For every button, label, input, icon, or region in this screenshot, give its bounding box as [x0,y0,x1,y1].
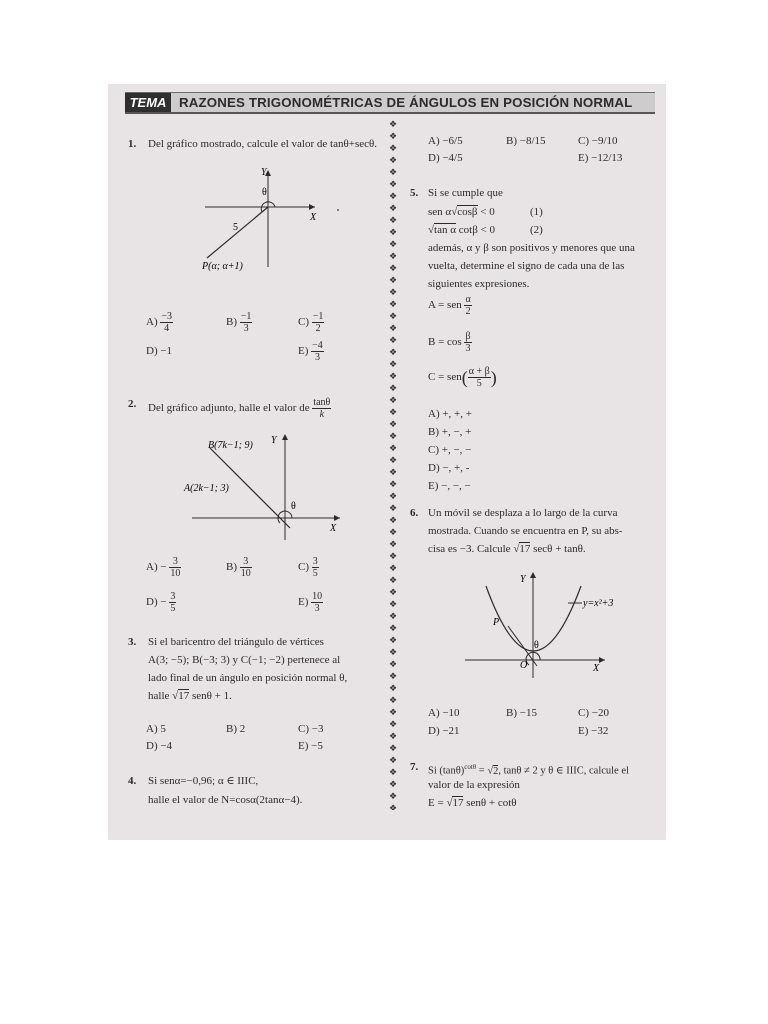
p2-option-e: E) $\frac{10}{3}$ [298,591,323,614]
problem-5-condition-1: sen α√cosβ < 0 [428,206,495,218]
p4-option-e: E) −12/13 [578,152,623,164]
problem-3-number: 3. [128,636,137,648]
p1-option-a: A) $\frac{-3}{4}$ [146,311,172,334]
p6-curve-label: y=x²+3 [583,598,614,609]
problem-2-text: Del gráfico adjunto, halle el valor de $\frac{\tan\theta}{k}$ [148,397,331,420]
problem-4-line-1: Si senα=−0,96; α ∈ IIIC, [148,775,259,787]
p2-option-b: B) $\frac{3}{10}$ [226,556,251,579]
p2-x-label: X [330,523,337,534]
p6-option-c: C) −20 [578,707,609,719]
p6-x-label: X [593,663,600,674]
p3-option-c: C) −3 [298,723,324,735]
p2-option-d: D) − $\frac{3}{5}$ [146,591,176,614]
p6-origin-label: O [520,660,528,671]
problem-3-line-2: A(3; −5); B(−3; 3) y C(−1; −2) pertenece al [148,654,341,666]
p4-option-a: A) −6/5 [428,135,463,147]
problem-6-line-3: cisa es −3. Calcule √17 secθ + tanθ. [428,543,586,555]
p4-option-b: B) −8/15 [506,135,546,147]
p3-option-b: B) 2 [226,723,246,735]
expression-c: C = sen( $\frac{\alpha + \beta}{5}$ ) [428,366,497,389]
p6-option-a: A) −10 [428,707,460,719]
problem-5-number: 5. [410,187,419,199]
p1-option-e: E) $\frac{-4}{3}$ [298,340,323,363]
p5-option-b: B) +, −, + [428,426,472,438]
problem-3-line-3: lado final de un ángulo en posición normal θ, [148,672,348,684]
p2-option-a: A) − $\frac{3}{10}$ [146,556,181,579]
expression-b: B = cos $\frac{\beta}{3}$ [428,331,471,354]
topic-header [125,92,655,114]
p5-option-e: E) −, −, − [428,480,471,492]
p1-x-label: X [310,212,317,223]
p5-option-c: C) +, −, − [428,444,472,456]
p1-option-c: C) $\frac{-1}{2}$ [298,311,324,334]
problem-2-graph [180,432,350,542]
p1-length-label: 5 [233,222,238,233]
topic-tag: TEMA [125,93,171,112]
problem-5-line-2: además, α y β son positivos y menores que una [428,242,635,254]
p5-option-d: D) −, +, - [428,462,470,474]
column-divider: ❖ ❖ ❖ ❖ ❖ ❖ ❖ ❖ ❖ ❖ ❖ ❖ ❖ ❖ ❖ ❖ ❖ ❖ ❖ ❖ ❖ ❖ ❖ ❖ ❖ ❖ ❖ ❖ ❖ ❖ ❖ ❖ ❖ ❖ ❖ ❖ ❖ ❖ ❖ ❖ ❖ ❖ ❖ ❖ ❖ ❖ ❖ ❖ ❖ ❖ ❖ ❖ ❖ ❖ ❖ ❖ ❖ ❖ [388,119,398,810]
p1-y-label: Y [261,167,267,178]
p4-option-c: C) −9/10 [578,135,618,147]
problem-7-number: 7. [410,761,419,773]
problem-5-line-3: vuelta, determine el signo de cada una de las [428,260,625,272]
problem-7-line-2: valor de la expresión [428,779,520,791]
p3-option-d: D) −4 [146,740,173,752]
problem-5-tag-1: (1) [530,206,543,218]
p6-option-b: B) −15 [506,707,537,719]
p1-option-b: B) $\frac{-1}{3}$ [226,311,252,334]
problem-7-line-3: E = √17 senθ + cotθ [428,797,517,809]
p3-option-e: E) −5 [298,740,323,752]
problem-6-line-1: Un móvil se desplaza a lo largo de la curva [428,507,618,519]
p6-y-label: Y [520,574,526,585]
p2-point-b-label: B(7k−1; 9) [208,440,253,451]
p4-option-d: D) −4/5 [428,152,463,164]
problem-5-line-1: Si se cumple que [428,187,503,199]
p2-point-a-label: A(2k−1; 3) [184,483,229,494]
p2-y-label: Y [271,435,277,446]
problem-3-line-4: halle √17 senθ + 1. [148,690,232,702]
p6-option-e: E) −32 [578,725,609,737]
page-title: RAZONES TRIGONOMÉTRICAS DE ÁNGULOS EN POSICIÓN NORMAL [179,95,633,110]
p2-theta-label: θ [291,501,296,512]
problem-7-line-1: Si $(\tan\theta)^{cot\theta} = √2$, tanθ ≠ 2 y θ ∈ IIIC, calcule el [428,763,629,777]
expression-a: A = sen $\frac{\alpha}{2}$ [428,294,471,317]
problem-5-line-4: siguientes expresiones. [428,278,530,290]
p6-point-p-label: P [493,617,500,628]
p1-theta-label: θ [262,187,267,198]
p1-point-label: P(α; α+1) [202,261,243,272]
p6-option-d: D) −21 [428,725,460,737]
problem-3-line-1: Si el baricentro del triángulo de vértices [148,636,324,648]
problem-1-number: 1. [128,138,137,150]
p5-option-a: A) +, +, + [428,408,472,420]
p2-option-c: C) $\frac{3}{5}$ [298,556,318,579]
p1-option-d: D) −1 [146,345,173,357]
problem-5-condition-2: √tan α cotβ < 0 [428,224,495,236]
problem-4-line-2: halle el valor de N=cosα(2tanα−4). [148,794,303,806]
problem-1-text: Del gráfico mostrado, calcule el valor de tanθ+secθ. [148,138,378,150]
problem-1-graph [195,162,345,274]
problem-4-number: 4. [128,775,137,787]
p3-option-a: A) 5 [146,723,166,735]
problem-6-number: 6. [410,507,419,519]
problem-6-line-2: mostrada. Cuando se encuentra en P, su abs- [428,525,623,537]
problem-6-graph [460,568,640,680]
p6-theta-label: θ [534,640,539,651]
problem-2-number: 2. [128,398,137,410]
problem-5-tag-2: (2) [530,224,543,236]
